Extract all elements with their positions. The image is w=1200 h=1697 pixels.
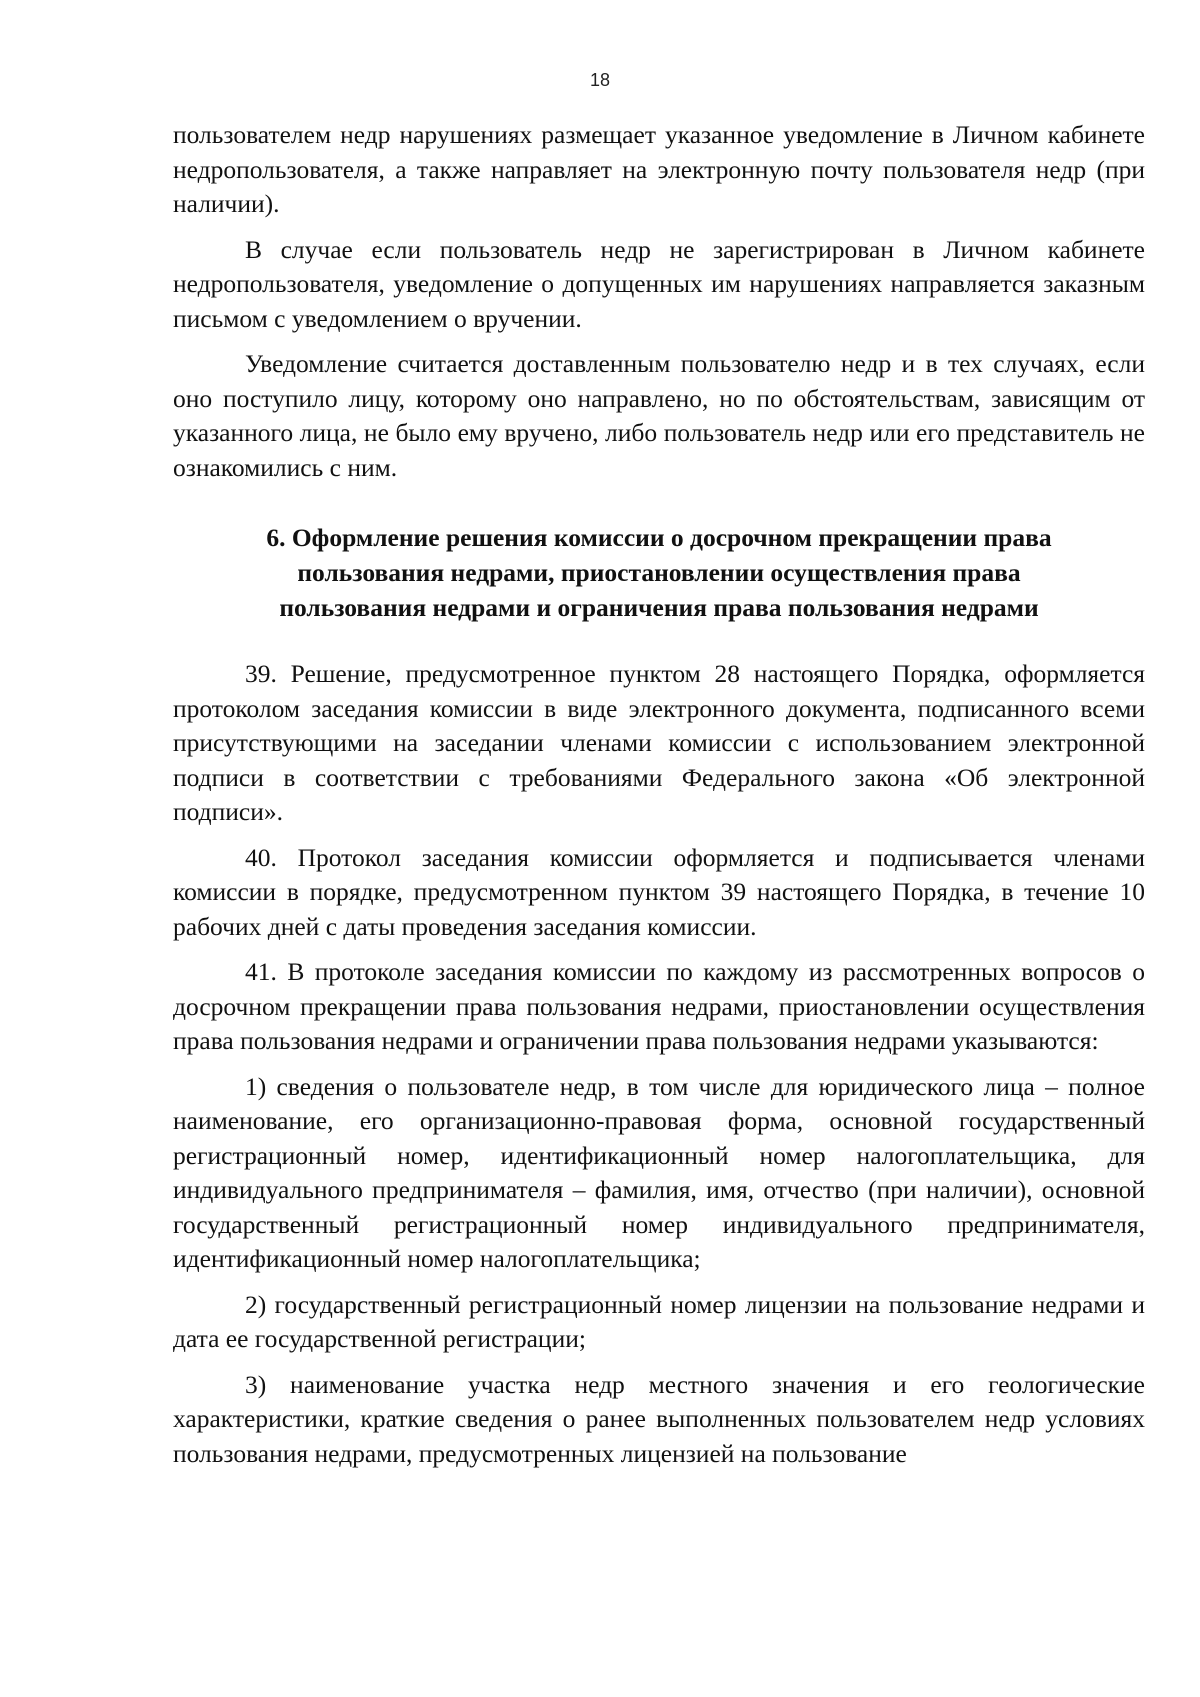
paragraph-continuation: пользователем недр нарушениях размещает указанное уведомление в Личном кабинете недропользователя, а также направляет на электронную почту пользователя недр (при наличии). xyxy=(173,120,1145,218)
page-number: 18 xyxy=(589,70,611,90)
paragraph-subitem-1: 1) сведения о пользователе недр, в том числе для юридического лица – полное наименование, его организационно-правовая форма, основной государственный регистрационный номер, идентификационный номер налогоплательщика, для индивидуального предпринимателя – фамилия, имя, отчество (при наличии), основной государственный регистрационный номер индивидуального предпринимателя, идентификационный номер налогоплательщика; xyxy=(173,1071,1145,1273)
paragraph-subitem-2: 2) государственный регистрационный номер лицензии на пользование недрами и дата ее государственной регистрации; xyxy=(173,1289,1145,1353)
section-heading-line-2: пользования недрами, приостановлении осуществления права xyxy=(297,558,1021,587)
section-heading-line-1: 6. Оформление решения комиссии о досрочном прекращении права xyxy=(266,523,1052,552)
paragraph-item-40: 40. Протокол заседания комиссии оформляется и подписывается членами комиссии в порядке, предусмотренном пунктом 39 настоящего Порядка, в течение 10 рабочих дней с даты проведения заседания комиссии. xyxy=(173,842,1145,941)
paragraph-subitem-3: 3) наименование участка недр местного значения и его геологические характеристики, краткие сведения о ранее выполненных пользователем недр условиях пользования недрами, предусмотренных лицензией на пользование xyxy=(173,1369,1145,1468)
document-body xyxy=(173,118,1145,1482)
paragraph-item-41: 41. В протоколе заседания комиссии по каждому из рассмотренных вопросов о досрочном прекращении права пользования недрами, приостановлении осуществления права пользования недрами и ограничении права пользования недрами указываются: xyxy=(173,957,1145,1055)
paragraph-unregistered-user: В случае если пользователь недр не зарегистрирован в Личном кабинете недропользователя, уведомление о допущенных им нарушениях направляется заказным письмом с уведомлением о вручении. xyxy=(173,234,1145,333)
paragraph-notification-delivered: Уведомление считается доставленным пользователю недр и в тех случаях, если оно поступило лицу, которому оно направлено, но по обстоятельствам, зависящим от указанного лица, не было ему вручено, либо пользователь недр или его представитель не ознакомились с ним. xyxy=(173,349,1145,482)
section-heading xyxy=(173,520,1145,625)
section-heading-line-3: пользования недрами и ограничения права пользования недрами xyxy=(279,593,1039,622)
paragraph-item-39: 39. Решение, предусмотренное пунктом 28 настоящего Порядка, оформляется протоколом заседания комиссии в виде электронного документа, подписанного всеми присутствующими на заседании членами комиссии с использованием электронной подписи в соответствии с требованиями Федерального закона «Об электронной подписи». xyxy=(173,659,1145,826)
